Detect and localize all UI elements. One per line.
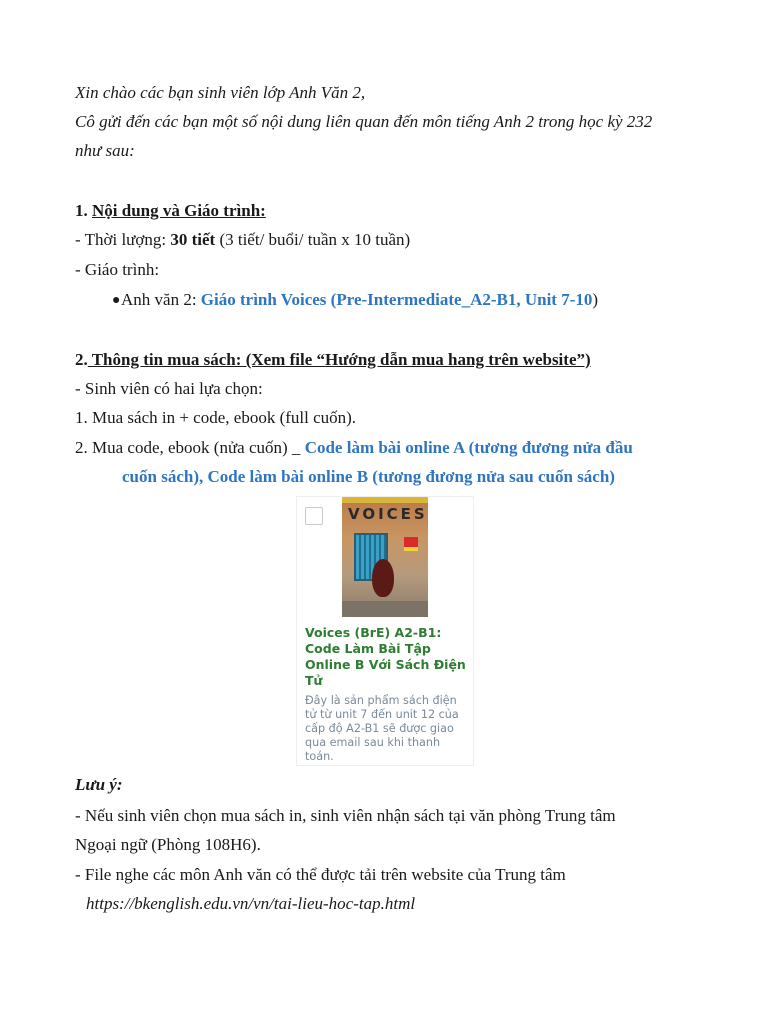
product-title[interactable]	[305, 625, 470, 689]
product-desc-line: Đây là sản phẩm sách điện	[305, 694, 457, 707]
duration-line	[75, 229, 410, 251]
choices-label: - Sinh viên có hai lựa chọn:	[75, 379, 263, 398]
section2-heading	[75, 349, 591, 371]
cover-ground-shape	[342, 601, 428, 617]
product-title-line: Voices (BrE) A2-B1:	[305, 625, 442, 640]
section2-note[interactable]: (Xem file “Hướng dẫn mua hang trên website”)	[241, 350, 591, 369]
cover-flag-shape	[404, 537, 418, 547]
option-2-link-b[interactable]: cuốn sách), Code làm bài online B (tương đương nửa sau cuốn sách)	[122, 467, 615, 486]
textbook-prefix: Anh văn 2:	[121, 290, 201, 309]
product-title-line: Tử	[305, 673, 323, 688]
duration-detail: (3 tiết/ buổi/ tuần x 10 tuần)	[215, 230, 411, 249]
product-description	[305, 694, 470, 764]
product-desc-line: cấp độ A2-B1 sẽ được giao	[305, 722, 454, 735]
textbook-bullet	[121, 289, 598, 311]
bullet-icon: ●	[112, 293, 121, 308]
option-1: 1. Mua sách in + code, ebook (full cuốn).	[75, 408, 357, 427]
note-item-1b: Ngoại ngữ (Phòng 108H6).	[75, 835, 261, 854]
option-2-prefix: 2. Mua code, ebook (nửa cuốn) _	[75, 438, 305, 457]
section1-title: Nội dung và Giáo trình:	[92, 201, 266, 220]
product-desc-line: qua email sau khi thanh	[305, 736, 441, 749]
textbook-suffix: )	[592, 290, 599, 309]
book-cover-image	[342, 497, 428, 617]
textbook-link[interactable]: Giáo trình Voices (Pre-Intermediate_A2-B1, Unit 7-10	[200, 290, 593, 309]
cover-flag-stripe	[404, 547, 418, 551]
product-title-line: Code Làm Bài Tập	[305, 641, 431, 656]
product-desc-line: toán.	[305, 750, 334, 763]
product-desc-line: tử từ unit 7 đến unit 12 của	[305, 708, 459, 721]
product-title-line: Online B Với Sách Điện	[305, 657, 466, 672]
resource-url-link[interactable]: https://bkenglish.edu.vn/vn/tai-lieu-hoc-tap.html	[86, 894, 416, 913]
duration-prefix: - Thời lượng:	[75, 230, 171, 249]
cover-brand-bar	[342, 497, 428, 503]
greeting-line-1: Xin chào các bạn sinh viên lớp Anh Văn 2,	[75, 83, 366, 102]
note-item-2: - File nghe các môn Anh văn có thể được tải trên website của Trung tâm	[75, 865, 566, 884]
cover-cello-shape	[372, 559, 394, 597]
duration-value: 30 tiết	[170, 230, 216, 249]
section1-heading	[75, 200, 266, 222]
section1-number: 1.	[75, 201, 92, 220]
textbook-label: - Giáo trình:	[75, 260, 160, 279]
note-item-1a: - Nếu sinh viên chọn mua sách in, sinh viên nhận sách tại văn phòng Trung tâm	[75, 806, 616, 825]
product-card[interactable]	[296, 496, 474, 766]
section2-number: 2.	[75, 350, 88, 369]
cover-title: VOICES	[348, 505, 428, 523]
greeting-line-2: Cô gửi đến các bạn một số nội dung liên quan đến môn tiếng Anh 2 trong học kỳ 232	[75, 112, 653, 131]
greeting-line-3: như sau:	[75, 141, 135, 160]
option-2	[75, 437, 633, 459]
product-checkbox[interactable]	[305, 507, 323, 525]
section2-title: Thông tin mua sách:	[87, 350, 242, 369]
note-heading: Lưu ý:	[75, 775, 123, 794]
option-2-link-a[interactable]: Code làm bài online A (tương đương nửa đầu	[304, 438, 633, 457]
